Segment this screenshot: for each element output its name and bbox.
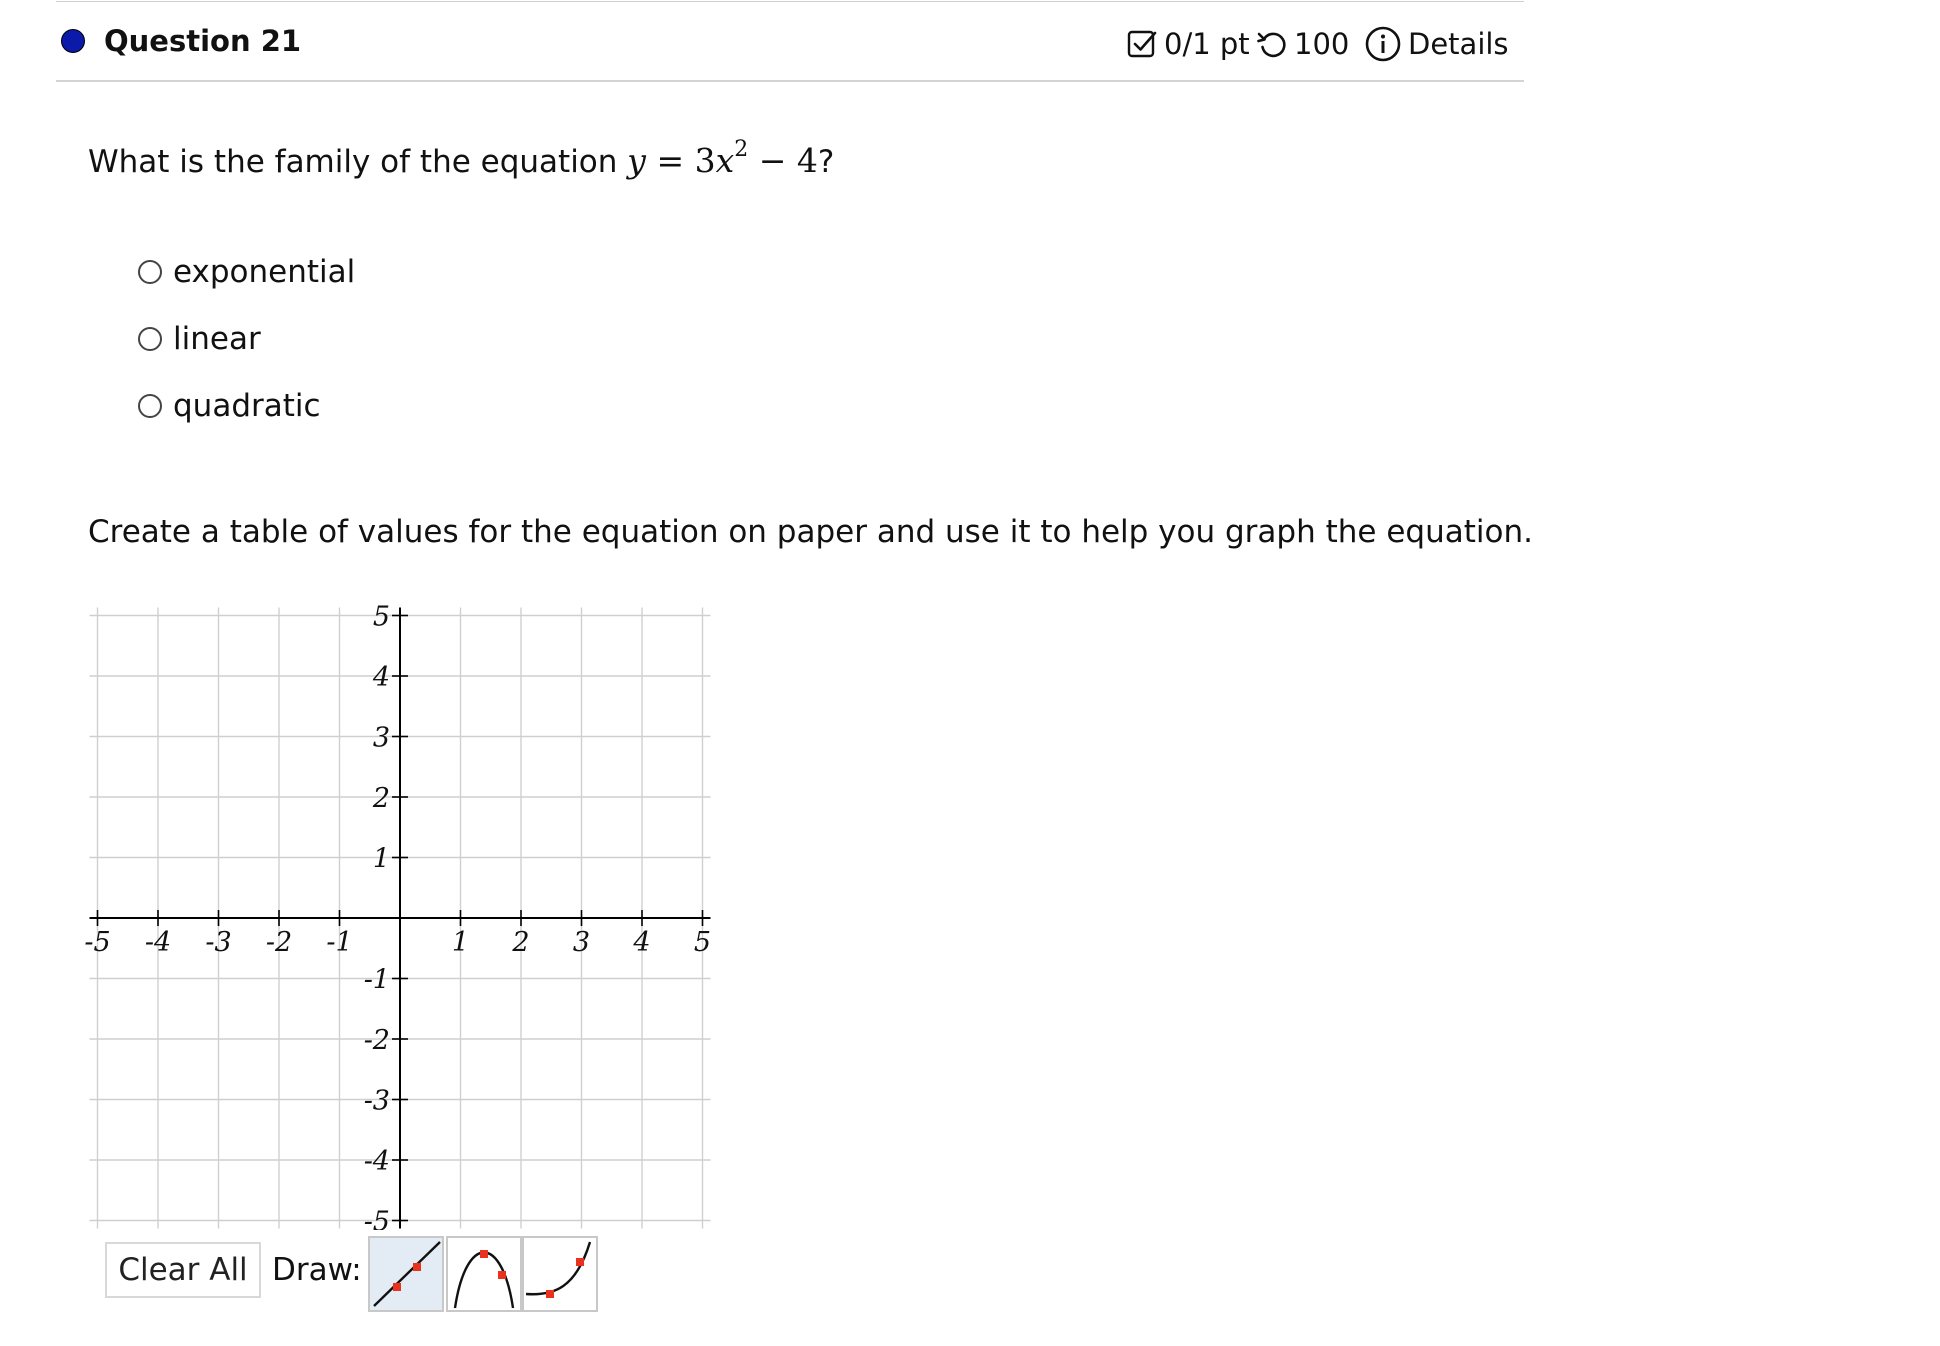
x-tick-label: -2 bbox=[265, 927, 293, 958]
radio-button[interactable] bbox=[138, 394, 162, 418]
draw-label: Draw: bbox=[272, 1252, 362, 1288]
choice-label: quadratic bbox=[173, 388, 321, 424]
x-tick-label: 4 bbox=[633, 927, 651, 958]
x-tick-label: 1 bbox=[451, 927, 470, 958]
x-tick-label: 2 bbox=[512, 927, 530, 958]
graphing-canvas[interactable] bbox=[84, 600, 724, 1230]
attempts-indicator bbox=[1256, 24, 1349, 64]
y-tick-label: 5 bbox=[372, 601, 390, 633]
equation-coefficient: 3 bbox=[694, 141, 716, 180]
y-tick-label: -5 bbox=[363, 1206, 390, 1230]
choice-quadratic[interactable] bbox=[138, 386, 321, 426]
clear-all-button[interactable]: Clear All bbox=[105, 1242, 261, 1298]
question-status-dot bbox=[61, 29, 85, 53]
y-tick-label: -4 bbox=[363, 1146, 390, 1177]
x-tick-label: 5 bbox=[693, 927, 712, 958]
choice-label: exponential bbox=[173, 254, 356, 290]
x-tick-label: -1 bbox=[326, 927, 353, 958]
radio-button[interactable] bbox=[138, 327, 162, 351]
prompt-suffix: ? bbox=[817, 144, 835, 180]
score-text: 0/1 pt bbox=[1164, 27, 1250, 61]
line-tool-icon bbox=[370, 1238, 442, 1310]
equation-equals: = bbox=[656, 141, 685, 180]
y-tick-label: 2 bbox=[372, 783, 390, 814]
y-tick-label: 1 bbox=[372, 843, 390, 875]
choice-linear[interactable] bbox=[138, 319, 261, 359]
radio-button[interactable] bbox=[138, 260, 162, 284]
x-tick-label: -5 bbox=[84, 927, 111, 958]
question-title: Question 21 bbox=[104, 24, 302, 58]
checkbox-icon bbox=[1126, 28, 1158, 60]
x-tick-label: -3 bbox=[205, 927, 232, 958]
choice-label: linear bbox=[173, 321, 261, 357]
y-tick-label: -3 bbox=[363, 1085, 390, 1117]
y-tick-label: -2 bbox=[363, 1025, 390, 1056]
retry-icon bbox=[1256, 28, 1288, 60]
graph-instruction: Create a table of values for the equation on paper and use it to help you graph the equation. bbox=[88, 514, 1533, 550]
y-tick-label: 3 bbox=[372, 722, 390, 754]
question-prompt bbox=[88, 134, 834, 182]
x-tick-label: 3 bbox=[572, 927, 591, 958]
equation-constant: 4 bbox=[796, 141, 818, 180]
equation-lhs: y bbox=[627, 141, 646, 180]
equation-variable: x bbox=[715, 141, 735, 180]
parabola-tool-icon bbox=[448, 1238, 520, 1310]
y-tick-label: -1 bbox=[363, 964, 390, 996]
exponential-tool-button[interactable] bbox=[522, 1236, 598, 1312]
header-bottom-divider bbox=[56, 80, 1524, 82]
choice-exponential[interactable] bbox=[138, 252, 355, 292]
score-indicator bbox=[1126, 24, 1250, 64]
equation-minus: − bbox=[758, 141, 787, 180]
header-top-divider bbox=[56, 1, 1524, 2]
details-button[interactable] bbox=[1364, 24, 1509, 64]
equation-exponent: 2 bbox=[734, 137, 749, 162]
prompt-text: What is the family of the equation bbox=[88, 144, 628, 180]
attempts-text: 100 bbox=[1294, 27, 1350, 61]
x-tick-label: -4 bbox=[144, 927, 172, 958]
exponential-tool-icon bbox=[524, 1238, 596, 1310]
details-label: Details bbox=[1408, 27, 1509, 61]
parabola-tool-button[interactable] bbox=[446, 1236, 522, 1312]
line-tool-button[interactable] bbox=[368, 1236, 444, 1312]
y-tick-label: 4 bbox=[372, 662, 390, 693]
equation bbox=[627, 137, 818, 180]
info-icon bbox=[1364, 25, 1402, 63]
